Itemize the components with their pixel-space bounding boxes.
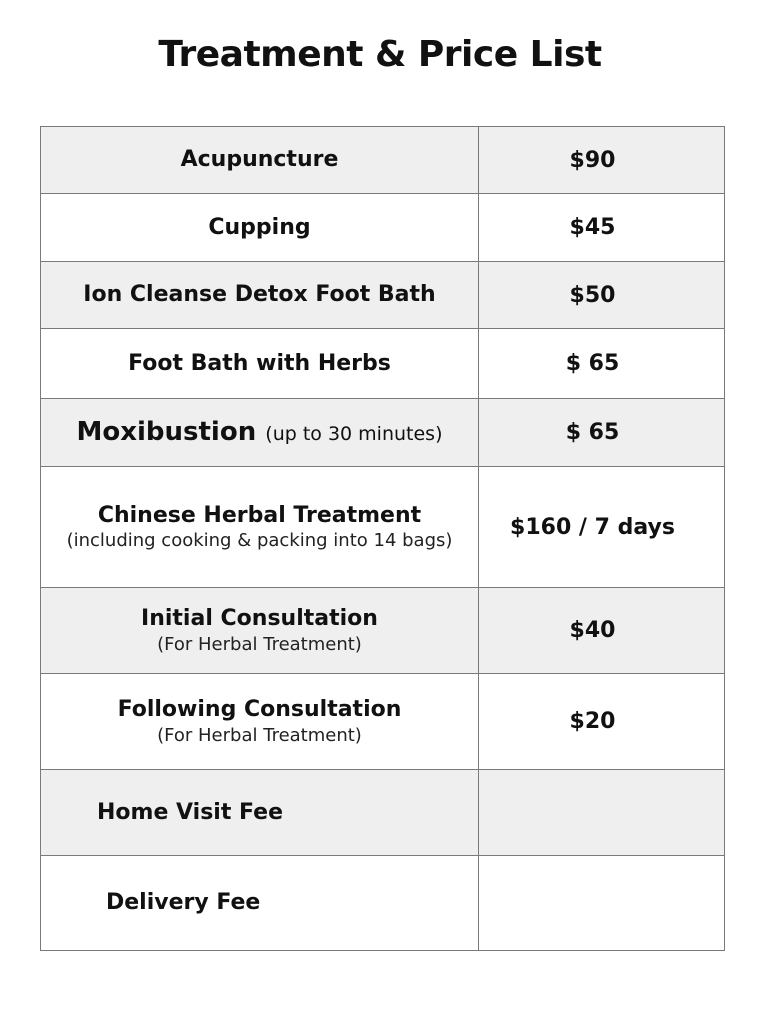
price-cell [479,770,725,856]
treatment-cell [41,127,479,194]
treatment-name: Acupuncture [180,147,339,173]
treatment-name: Foot Bath with Herbs [128,350,391,376]
treatment-cell [41,674,479,770]
price-value: $20 [569,709,616,734]
treatment-cell [41,770,479,856]
treatment-name: Following Consultation [117,697,402,723]
treatment-note: (For Herbal Treatment) [157,724,362,746]
price-cell [479,674,725,770]
price-value: $90 [569,147,616,173]
treatment-note: (including cooking & packing into 14 bags) [66,530,453,552]
price-cell [479,856,725,951]
price-value: $40 [569,618,616,643]
price-table [40,126,725,951]
page-title: Treatment & Price List [158,34,602,75]
treatment-cell [41,588,479,674]
price-value: $160 / 7 days [510,514,675,540]
price-cell [479,329,725,399]
treatment-cell [41,856,479,951]
price-cell [479,467,725,588]
treatment-name-line [41,416,478,449]
treatment-name: Chinese Herbal Treatment [97,502,422,528]
treatment-cell [41,467,479,588]
table-row [41,127,725,194]
table-row [41,674,725,770]
price-value: $ 65 [565,351,620,376]
treatment-name: Initial Consultation [141,606,378,632]
treatment-name: Ion Cleanse Detox Foot Bath [83,282,436,308]
treatment-name: Cupping [208,214,311,240]
price-value: $ 65 [565,420,620,445]
treatment-note: (up to 30 minutes) [265,423,443,446]
treatment-cell [41,194,479,262]
treatment-name: Home Visit Fee [97,799,284,825]
price-cell [479,127,725,194]
treatment-name: Delivery Fee [106,890,261,916]
price-value: $50 [569,282,616,308]
table-row [41,588,725,674]
price-value: $45 [569,215,616,240]
treatment-name: Moxibustion [76,417,257,448]
table-row [41,329,725,399]
treatment-note: (For Herbal Treatment) [157,633,362,655]
table-row [41,770,725,856]
price-cell [479,194,725,262]
table-row [41,467,725,588]
price-cell [479,399,725,467]
table-row [41,399,725,467]
treatment-cell [41,399,479,467]
table-row [41,856,725,951]
price-cell [479,262,725,329]
treatment-cell [41,329,479,399]
table-row [41,262,725,329]
treatment-cell [41,262,479,329]
table-row [41,194,725,262]
price-cell [479,588,725,674]
